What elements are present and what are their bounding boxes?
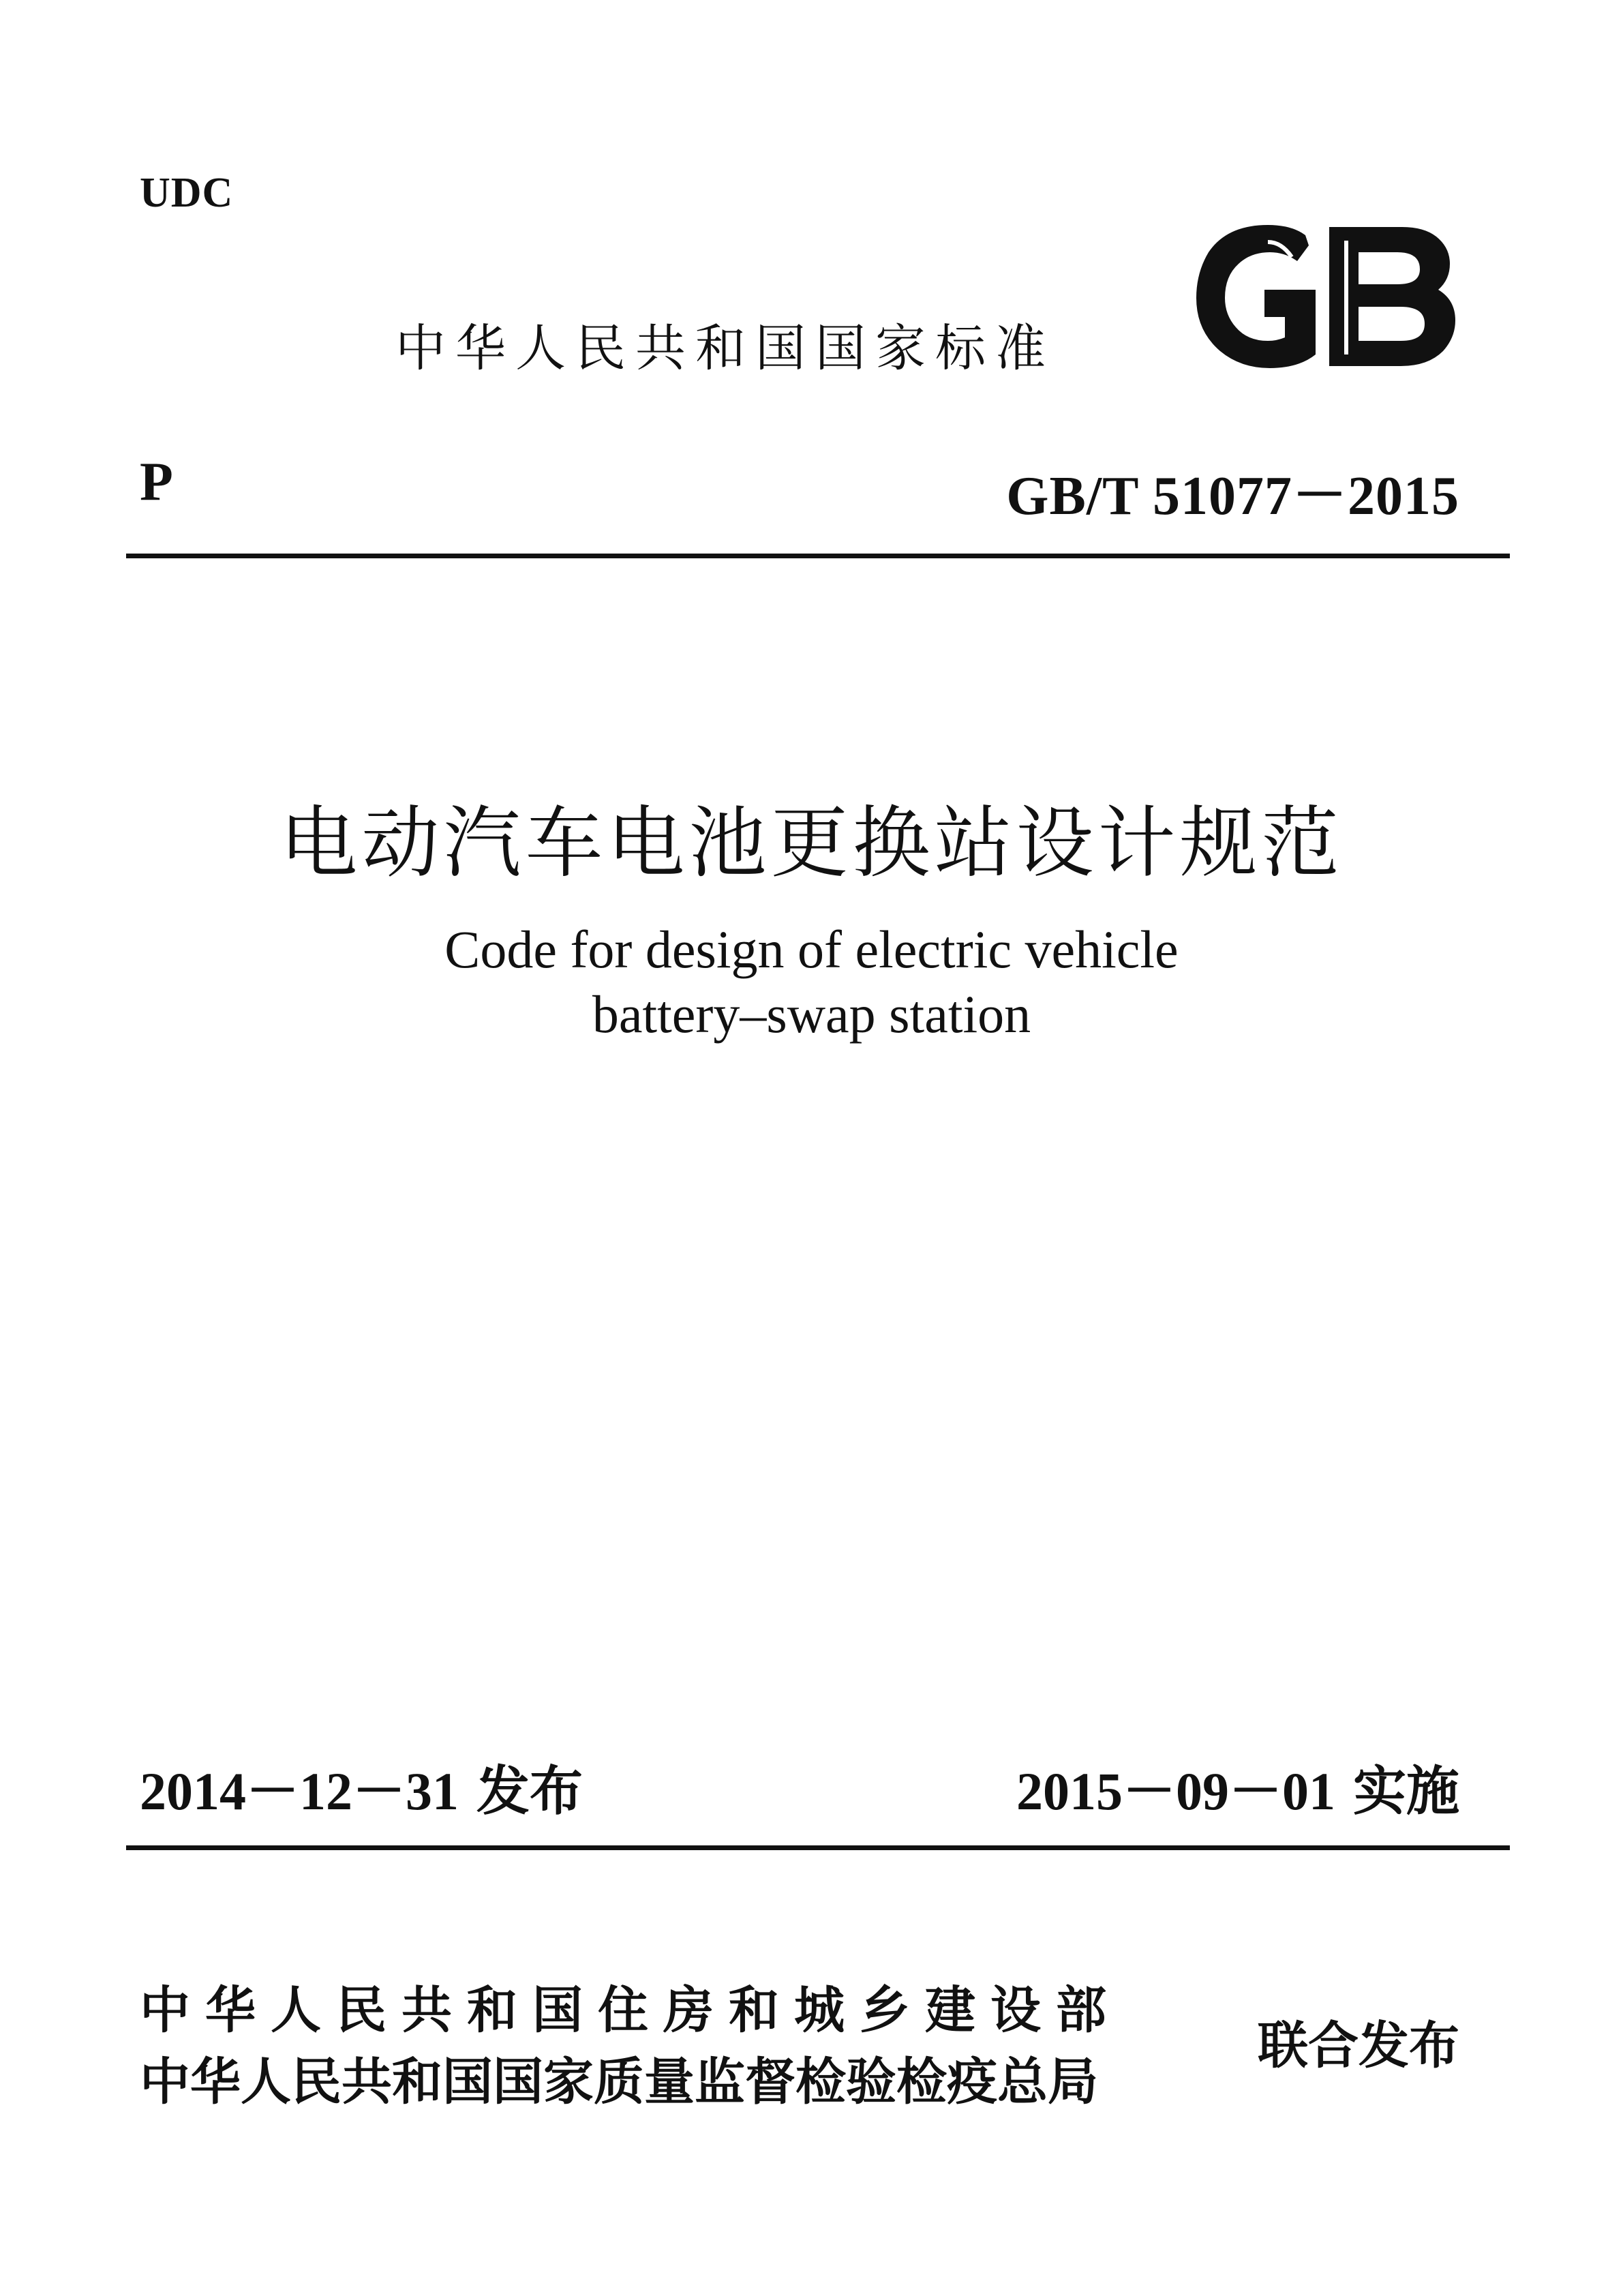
national-standard-heading: 中华人民共和国国家标准 <box>395 319 1055 378</box>
issue-date: 2014－12－31 <box>140 1762 459 1821</box>
issue-date-block <box>140 1749 583 1825</box>
implement-date-block <box>1016 1749 1459 1825</box>
title-chinese: 电动汽车电池更换站设计规范 <box>279 798 1344 888</box>
issuer-ministry-housing: 中华人民共和国住房和城乡建设部 <box>140 1981 1121 2040</box>
implement-date: 2015－09－01 <box>1016 1762 1335 1821</box>
standard-number: GB/T 51077－2015 <box>1006 466 1459 526</box>
bottom-divider <box>126 1845 1510 1850</box>
joint-issue-label: 联合发布 <box>1258 2016 1459 2075</box>
issuer-aqsiq: 中华人民共和国国家质量监督检验检疫总局 <box>140 2053 1098 2111</box>
title-english-line2: battery–swap station <box>592 984 1031 1044</box>
classification-code: P <box>140 452 173 512</box>
top-divider <box>126 554 1510 558</box>
issue-label: 发布 <box>476 1761 583 1822</box>
implement-label: 实施 <box>1352 1761 1459 1822</box>
gb-logo-icon <box>1189 222 1459 372</box>
udc-label: UDC <box>140 170 234 216</box>
title-english-line1: Code for design of electric vehicle <box>444 920 1179 979</box>
